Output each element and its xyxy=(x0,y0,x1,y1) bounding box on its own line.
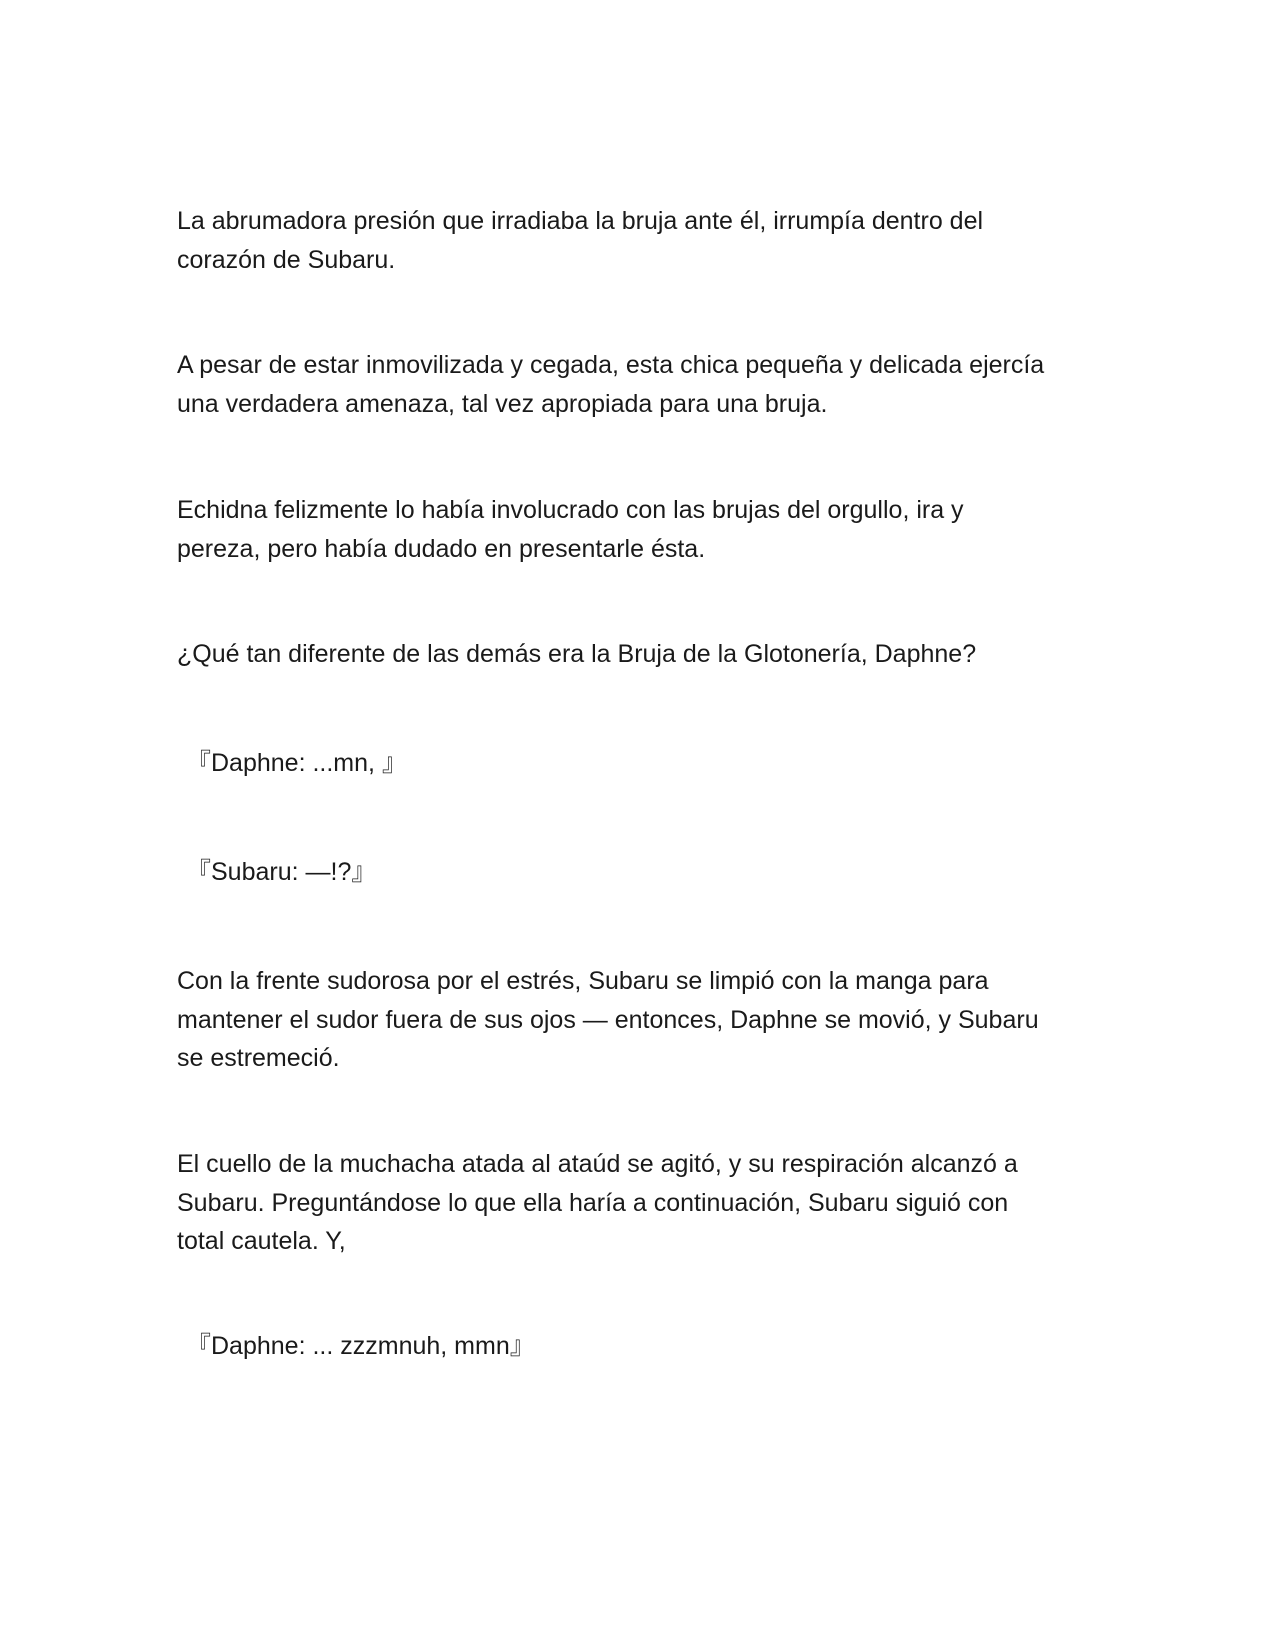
paragraph-pressure xyxy=(177,202,1097,279)
text-line: Subaru. Preguntándose lo que ella haría a continuación, Subaru siguió con xyxy=(177,1188,1009,1217)
text-line: corazón de Subaru. xyxy=(177,245,396,274)
text-line: El cuello de la muchacha atada al ataúd se agitó, y su respiración alcanzó a xyxy=(177,1150,1018,1178)
text-line: se estremeció. xyxy=(177,1044,340,1072)
text-line: A pesar de estar inmovilizada y cegada, esta chica pequeña y delicada ejercía xyxy=(177,351,1045,379)
dialogue-daphne-2 xyxy=(186,1327,1106,1366)
text-line: pereza, pero había dudado en presentarle ésta. xyxy=(177,534,706,563)
dialogue-subaru xyxy=(186,853,1106,892)
dialogue-daphne-1 xyxy=(186,744,1106,783)
text-line: ¿Qué tan diferente de las demás era la Bruja de la Glotonería, Daphne? xyxy=(177,640,977,668)
paragraph-neck xyxy=(177,1145,1097,1261)
text-line: 『Daphne: ...mn, 』 xyxy=(186,749,407,777)
text-line: una verdadera amenaza, tal vez apropiada para una bruja. xyxy=(177,389,828,418)
text-line: mantener el sudor fuera de sus ojos — entonces, Daphne se movió, y Subaru xyxy=(177,1005,1039,1034)
text-line: total cautela. Y, xyxy=(177,1227,346,1255)
paragraph-threat xyxy=(177,346,1097,423)
text-line: Con la frente sudorosa por el estrés, Subaru se limpió con la manga para xyxy=(177,967,989,995)
text-line: 『Subaru: —!?』 xyxy=(186,858,377,886)
paragraph-question xyxy=(177,635,1097,674)
text-line: La abrumadora presión que irradiaba la bruja ante él, irrumpía dentro del xyxy=(177,207,984,235)
paragraph-sweat xyxy=(177,962,1097,1078)
paragraph-echidna xyxy=(177,491,1097,568)
text-line: 『Daphne: ... zzzmnuh, mmn』 xyxy=(186,1332,535,1360)
text-line: Echidna felizmente lo había involucrado con las brujas del orgullo, ira y xyxy=(177,496,964,524)
